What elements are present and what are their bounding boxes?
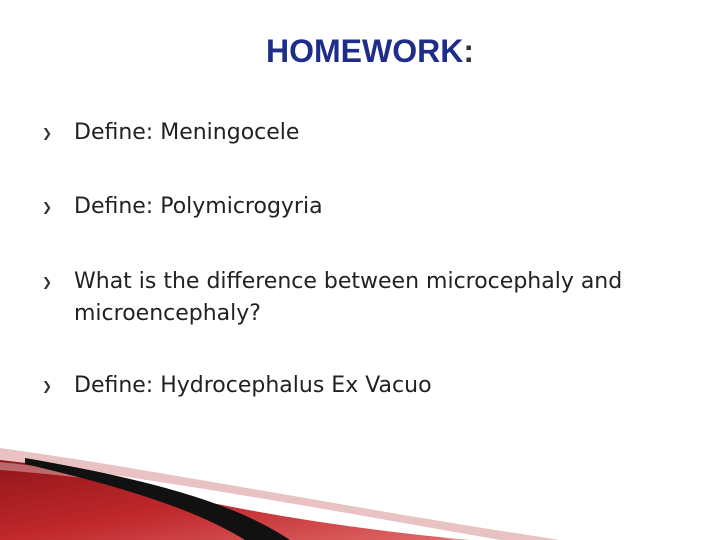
bullet-text: What is the difference between microcephaly and microencephaly? [74, 269, 623, 326]
chevron-right-icon: ❯ [42, 126, 53, 140]
slide-title-text: HOMEWORK [266, 33, 464, 69]
chevron-right-icon: ❯ [42, 379, 53, 393]
chevron-right-icon: ❯ [42, 200, 53, 214]
slide-title-colon: : [463, 33, 474, 69]
bullet-text: Define: Hydrocephalus Ex Vacuo [74, 373, 432, 398]
bullet-text: Define: Meningocele [74, 120, 300, 145]
bullet-text: Define: Polymicrogyria [74, 194, 323, 219]
chevron-right-icon: ❯ [42, 275, 53, 289]
